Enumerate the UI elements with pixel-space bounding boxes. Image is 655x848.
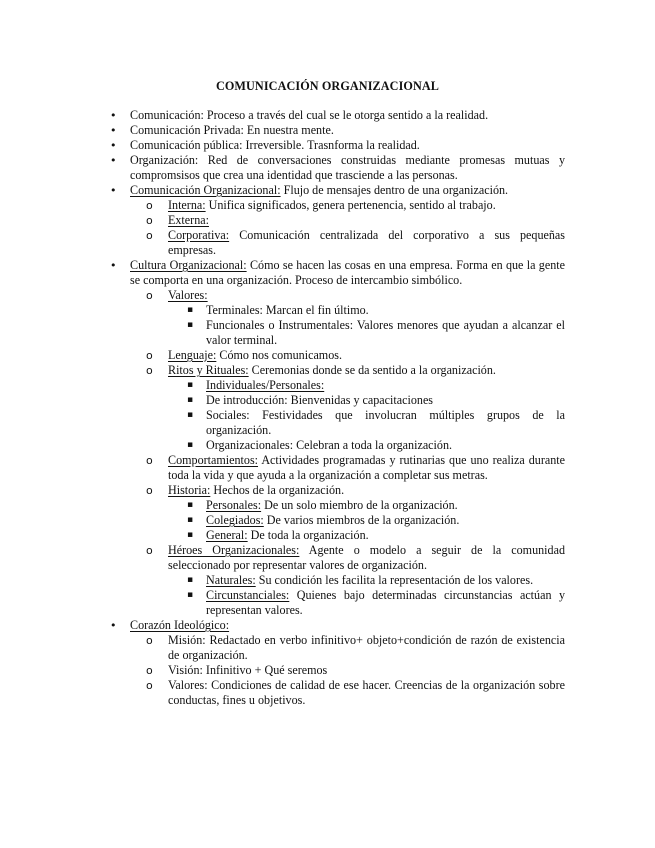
item-text: De un solo miembro de la organización. (261, 498, 458, 512)
item-text: Comunicación: Proceso a través del cual se le otorga sentido a la realidad. (130, 108, 489, 122)
item-label: Circunstanciales: (206, 588, 290, 602)
square-marker: ▪ (187, 320, 194, 330)
list-item (0, 543, 565, 573)
item-text: Cómo nos comunicamos. (216, 348, 342, 362)
item-label: Cultura Organizacional: (130, 258, 247, 272)
list-item (0, 618, 565, 633)
item-text: Flujo de mensajes dentro de una organización. (280, 183, 509, 197)
item-text: Unifica significados, genera pertenencia, sentido al trabajo. (205, 198, 496, 212)
item-label: Valores: (168, 288, 208, 302)
bullet-marker: • (110, 154, 117, 167)
square-marker: ▪ (187, 575, 194, 585)
list-item (0, 288, 565, 303)
circle-marker: o (146, 484, 153, 497)
square-marker: ▪ (187, 500, 194, 510)
item-text: De introducción: Bienvenidas y capacitaciones (206, 393, 434, 407)
list-item (0, 573, 565, 588)
list-item (0, 348, 565, 363)
bullet-marker: • (110, 259, 117, 272)
square-marker: ▪ (187, 440, 194, 450)
list-item (0, 393, 565, 408)
circle-marker: o (146, 214, 153, 227)
item-label: Naturales: (206, 573, 256, 587)
list-item (0, 678, 565, 708)
item-label: Comportamientos: (168, 453, 259, 467)
item-label: Historia: (168, 483, 211, 497)
outline-list (0, 108, 655, 708)
list-item (0, 633, 565, 663)
circle-marker: o (146, 454, 153, 467)
list-item (0, 588, 565, 618)
item-text: Visión: Infinitivo + Qué seremos (168, 663, 328, 677)
item-text: De toda la organización. (247, 528, 369, 542)
circle-marker: o (146, 634, 153, 647)
list-item (0, 483, 565, 498)
square-marker: ▪ (187, 380, 194, 390)
list-item (0, 318, 565, 348)
item-label: Corporativa: (168, 228, 230, 242)
list-item (0, 408, 565, 438)
list-item (0, 183, 565, 198)
item-text: Organización: Red de conversaciones construidas mediante promesas mutuas y compromsisos que crea una identidad que trasciende a las personas. (130, 153, 565, 182)
circle-marker: o (146, 289, 153, 302)
list-item (0, 153, 565, 183)
circle-marker: o (146, 364, 153, 377)
item-text: Organizacionales: Celebran a toda la organización. (206, 438, 453, 452)
circle-marker: o (146, 229, 153, 242)
list-item (0, 438, 565, 453)
item-text: De varios miembros de la organización. (263, 513, 460, 527)
list-item (0, 228, 565, 258)
item-text: Su condición les facilita la representación de los valores. (255, 573, 534, 587)
circle-marker: o (146, 679, 153, 692)
item-label: Personales: (206, 498, 262, 512)
square-marker: ▪ (187, 530, 194, 540)
list-item (0, 453, 565, 483)
item-label: Héroes Organizacionales: (168, 543, 300, 557)
list-item (0, 213, 565, 228)
item-label: Ritos y Rituales: (168, 363, 249, 377)
square-marker: ▪ (187, 515, 194, 525)
list-item (0, 498, 565, 513)
item-text: Cómo se hacen las cosas en una empresa. Forma en que la gente se comporta en una organización. Proceso de intercambio simbólico. (130, 258, 565, 287)
item-text: Comunicación centralizada del corporativo a sus pequeñas empresas. (168, 228, 565, 257)
item-label: Corazón Ideológico: (130, 618, 230, 632)
item-text: Terminales: Marcan el fin último. (206, 303, 369, 317)
list-item (0, 378, 565, 393)
bullet-marker: • (110, 184, 117, 197)
item-text: Valores: Condiciones de calidad de ese hacer. Creencias de la organización sobre conductas, fines u objetivos. (168, 678, 565, 707)
item-label: Externa: (168, 213, 209, 227)
square-marker: ▪ (187, 410, 194, 420)
item-label: Colegiados: (206, 513, 264, 527)
bullet-marker: • (110, 109, 117, 122)
item-label: Individuales/Personales: (206, 378, 325, 392)
list-item (0, 363, 565, 378)
item-label: Lenguaje: (168, 348, 217, 362)
square-marker: ▪ (187, 590, 194, 600)
item-text: Comunicación pública: Irreversible. Trasnforma la realidad. (130, 138, 420, 152)
bullet-marker: • (110, 619, 117, 632)
item-text: Ceremonias donde se da sentido a la organización. (248, 363, 496, 377)
list-item (0, 198, 565, 213)
item-text: Misión: Redactado en verbo infinitivo+ objeto+condición de razón de existencia de organización. (168, 633, 565, 662)
list-item (0, 258, 565, 288)
bullet-marker: • (110, 139, 117, 152)
item-text: Funcionales o Instrumentales: Valores menores que ayudan a alcanzar el valor terminal. (206, 318, 565, 347)
circle-marker: o (146, 664, 153, 677)
square-marker: ▪ (187, 305, 194, 315)
list-item (0, 513, 565, 528)
circle-marker: o (146, 349, 153, 362)
list-item (0, 138, 565, 153)
item-label: General: (206, 528, 248, 542)
item-text: Hechos de la organización. (210, 483, 345, 497)
item-text: Comunicación Privada: En nuestra mente. (130, 123, 334, 137)
item-label: Comunicación Organizacional: (130, 183, 281, 197)
list-item (0, 123, 565, 138)
document-title: COMUNICACIÓN ORGANIZACIONAL (215, 79, 440, 93)
item-text: Agente o modelo a seguir de la comunidad seleccionado por representar valores de organización. (168, 543, 565, 572)
list-item (0, 528, 565, 543)
bullet-marker: • (110, 124, 117, 137)
list-item (0, 663, 565, 678)
item-label: Interna: (168, 198, 206, 212)
circle-marker: o (146, 544, 153, 557)
list-item (0, 303, 565, 318)
square-marker: ▪ (187, 395, 194, 405)
item-text: Actividades programadas y rutinarias que uno realiza durante toda la vida y que ayuda a la organización a completar sus metras. (168, 453, 565, 482)
list-item (0, 108, 565, 123)
item-text: Quienes bajo determinadas circunstancias actúan y representan valores. (206, 588, 565, 617)
circle-marker: o (146, 199, 153, 212)
item-text: Sociales: Festividades que involucran múltiples grupos de la organización. (206, 408, 565, 437)
